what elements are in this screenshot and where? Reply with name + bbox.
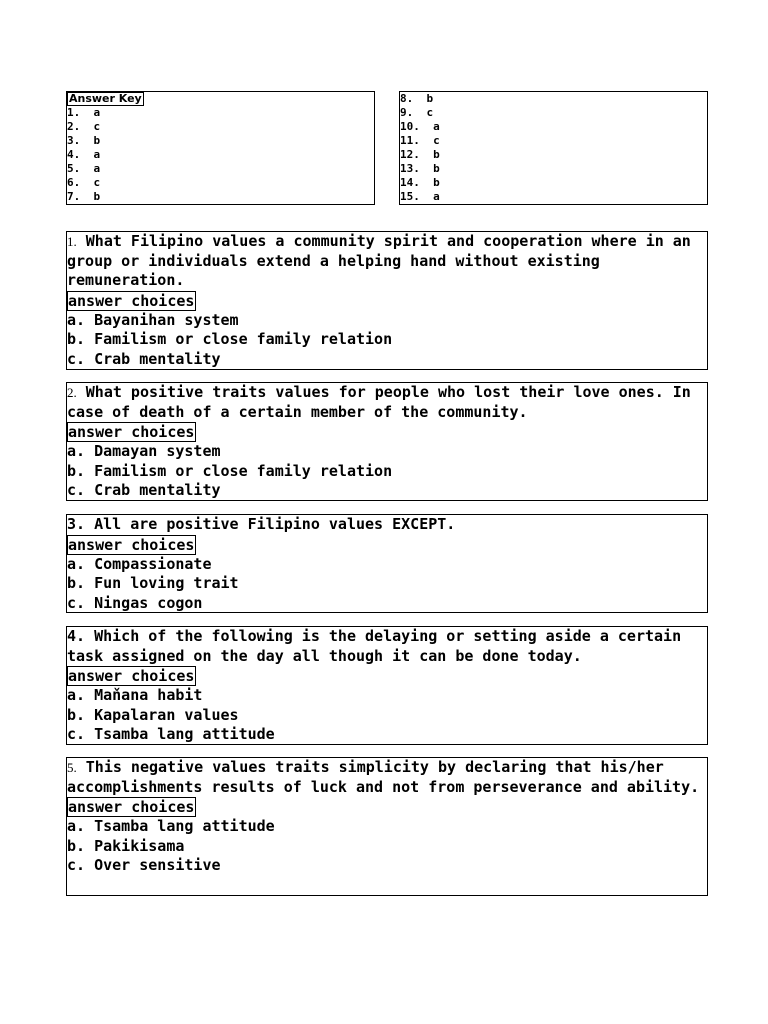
answer-choices-label: answer choices — [68, 291, 195, 310]
question-5-number: 5. — [67, 760, 77, 775]
question-2-option-c: c. Crab mentality — [67, 481, 221, 499]
question-1-number: 1. — [67, 234, 77, 249]
answer-key-item: 6. c — [67, 176, 101, 189]
question-5-option-a: a. Tsamba lang attitude — [67, 817, 275, 835]
question-5-text: 5. This negative values traits simplicity by declaring that his/her accomplishments results of luck and not from perseverance and ability. — [67, 758, 700, 796]
question-5-option-c: c. Over sensitive — [67, 856, 221, 874]
answer-key-item: 9. c — [400, 106, 434, 119]
question-2-number: 2. — [67, 385, 77, 400]
answer-key-title: Answer Key — [69, 92, 142, 105]
question-3-option-a: a. Compassionate — [67, 554, 212, 573]
question-1-option-c: c. Crab mentality — [67, 349, 221, 368]
answer-choices-label: answer choices — [68, 667, 195, 685]
question-4-number: 4. — [67, 627, 86, 645]
answer-choices-label: answer choices — [68, 423, 195, 441]
answer-key-item: 2. c — [67, 120, 101, 133]
answer-key-left-box — [66, 91, 375, 205]
answer-key-item: 10. a — [400, 120, 440, 133]
question-4-box — [66, 626, 708, 745]
answer-key-item: 8. b — [400, 92, 434, 105]
answer-key-item: 12. b — [400, 148, 440, 161]
question-3-option-c: c. Ningas cogon — [67, 593, 203, 612]
question-4-option-c: c. Tsamba lang attitude — [67, 725, 275, 743]
answer-key-item: 7. b — [67, 190, 101, 203]
question-4-text: 4. Which of the following is the delaying or setting aside a certain task assigned on the day all though it can be done today. — [67, 627, 682, 665]
question-2-option-b: b. Familism or close family relation — [67, 461, 393, 480]
question-5-box — [66, 757, 708, 896]
question-3-number: 3. — [67, 515, 86, 533]
question-4-option-a: a. Maňana habit — [67, 686, 203, 704]
answer-key-item: 11. c — [400, 134, 440, 147]
answer-key-item: 13. b — [400, 162, 440, 175]
question-3-text: 3. All are positive Filipino values EXCEPT. — [67, 515, 456, 533]
question-5-option-b: b. Pakikisama — [67, 836, 185, 855]
question-1-option-a: a. Bayanihan system — [67, 310, 239, 329]
question-1-box — [66, 231, 708, 370]
answer-key-item: 14. b — [400, 176, 440, 189]
question-3-box — [66, 514, 708, 613]
question-2-option-a: a. Damayan system — [67, 442, 221, 460]
question-1-option-b: b. Familism or close family relation — [67, 330, 393, 348]
question-4-option-b: b. Kapalaran values — [67, 705, 239, 724]
answer-key-item: 15. a — [400, 190, 440, 203]
answer-choices-label: answer choices — [68, 535, 195, 554]
question-2-box — [66, 382, 708, 501]
answer-key-item: 4. a — [67, 148, 101, 161]
question-3-option-b: b. Fun loving trait — [67, 574, 239, 592]
question-1-text: 1. What Filipino values a community spirit and cooperation where in an group or individuals extend a helping hand without existing remuneration. — [67, 232, 691, 289]
answer-key-item: 1. a — [67, 106, 101, 119]
answer-key-item: 5. a — [67, 162, 101, 175]
answer-choices-label: answer choices — [68, 798, 195, 816]
question-2-text: 2. What positive traits values for people who lost their love ones. In case of death of a certain member of the community. — [67, 383, 691, 421]
answer-key-item: 3. b — [67, 134, 101, 147]
answer-key-right-box — [399, 91, 708, 205]
